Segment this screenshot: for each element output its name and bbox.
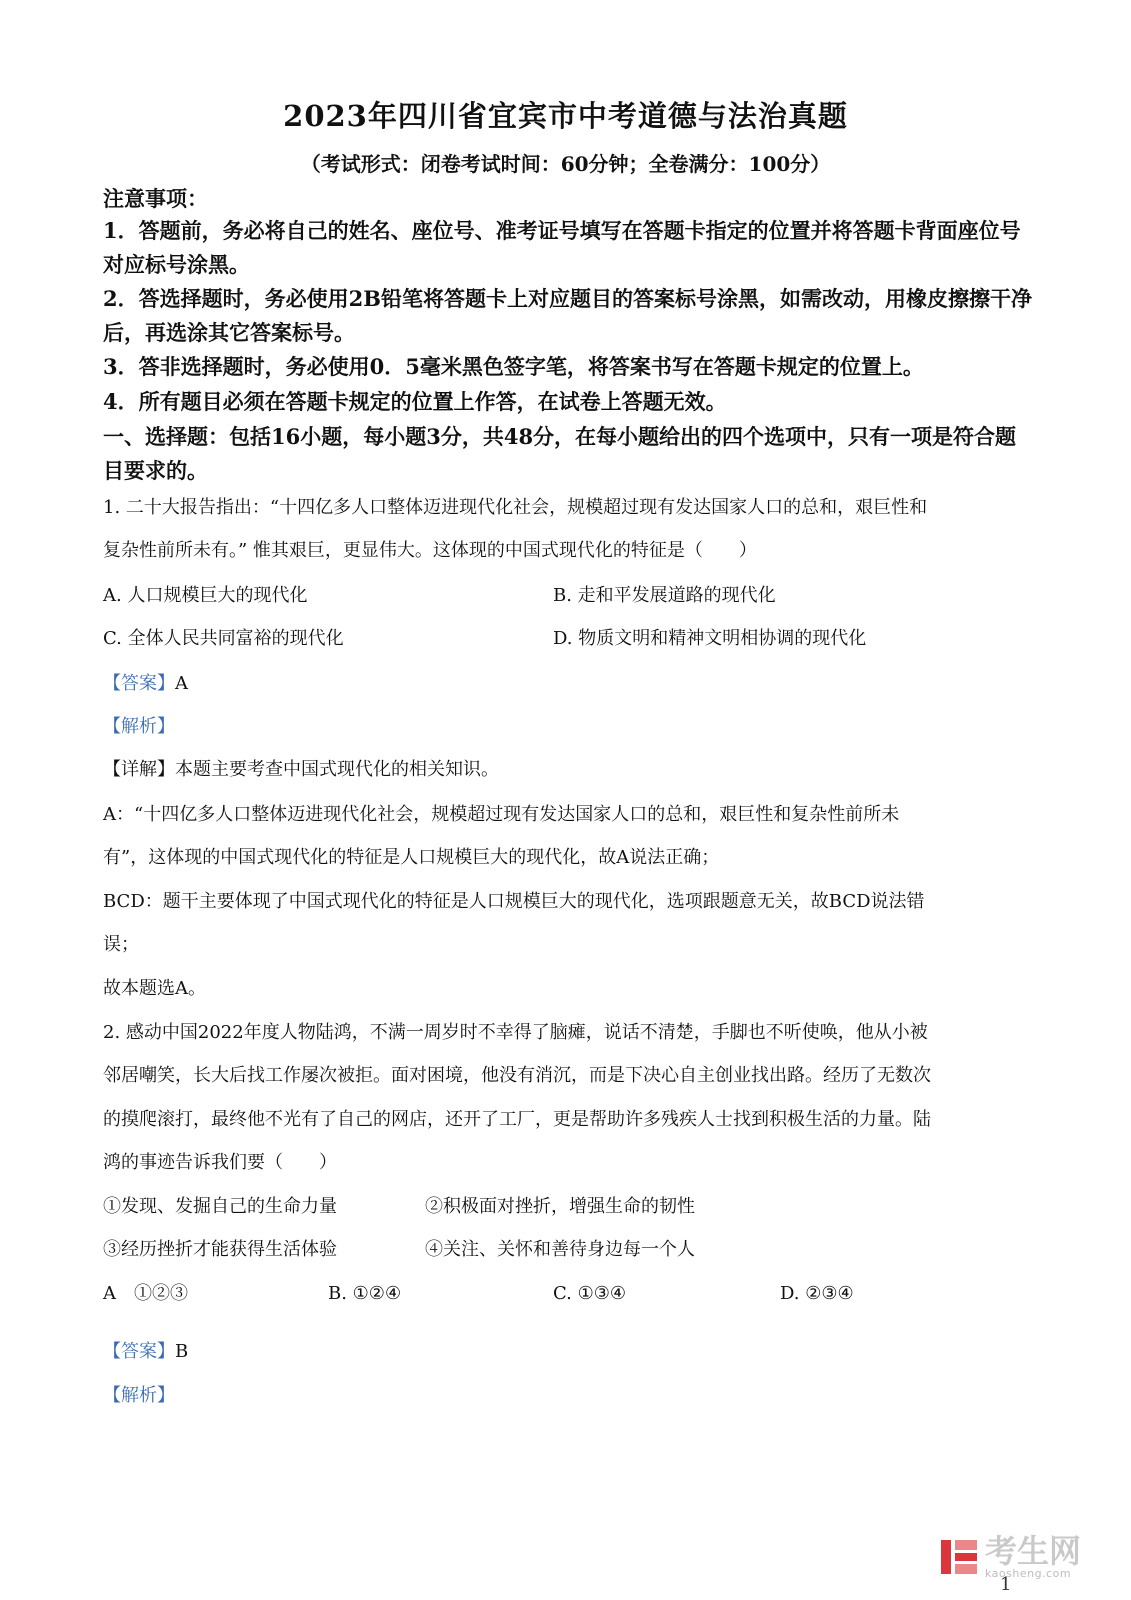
watermark-name: 考生网 xyxy=(984,1532,1081,1570)
answer-tag: 【答案】 xyxy=(103,1341,175,1362)
q1-explain-bcd-line-2: 误； xyxy=(103,934,139,955)
page-number: 1 xyxy=(1000,1574,1012,1595)
answer-value: B xyxy=(175,1341,189,1362)
page-title: 2023年四川省宜宾市中考道德与法治真题 xyxy=(283,99,848,133)
notice-heading: 注意事项： xyxy=(103,186,208,211)
q2-statement-4: ④关注、关怀和善待身边每一个人 xyxy=(425,1239,695,1260)
q1-option-b: B. 走和平发展道路的现代化 xyxy=(553,585,776,606)
q2-option-c: C. ①③④ xyxy=(553,1283,626,1304)
notice-item-1: 1．答题前，务必将自己的姓名、座位号、准考证号填写在答题卡指定的位置并将答题卡背面座位号对应标号涂黑。 xyxy=(103,218,1021,277)
q2-statement-2: ②积极面对挫折，增强生命的韧性 xyxy=(425,1196,695,1217)
detail-tag: 【详解】 xyxy=(103,759,175,780)
q2-statement-1: ①发现、发掘自己的生命力量 xyxy=(103,1196,337,1217)
q2-option-a: A ①②③ xyxy=(103,1283,188,1304)
notice-item-3: 3．答非选择题时，务必使用0．5毫米黑色签字笔，将答案书写在答题卡规定的位置上。 xyxy=(103,354,924,379)
q2-stem-line-1: 2. 感动中国2022年度人物陆鸿，不满一周岁时不幸得了脑瘫，说话不清楚，手脚也不听使唤，他从小被 xyxy=(103,1022,928,1043)
q2-stem-line-3: 的摸爬滚打，最终他不光有了自己的网店，还开了工厂，更是帮助许多残疾人士找到积极生活的力量。陆 xyxy=(103,1109,931,1130)
q1-explain-bcd-line-1: BCD：题干主要体现了中国式现代化的特征是人口规模巨大的现代化，选项跟题意无关，故BCD说法错 xyxy=(103,891,925,912)
q1-option-c: C. 全体人民共同富裕的现代化 xyxy=(103,628,344,649)
q2-stem-line-4: 鸿的事迹告诉我们要（ ） xyxy=(103,1152,337,1173)
q2-option-d: D. ②③④ xyxy=(780,1283,854,1304)
exam-info: （考试形式：闭卷考试时间：60分钟；全卷满分：100分） xyxy=(300,152,831,176)
watermark-url: kaosheng.com xyxy=(984,1567,1072,1580)
q2-statement-3: ③经历挫折才能获得生活体验 xyxy=(103,1239,337,1260)
q1-analysis-tag: 【解析】 xyxy=(103,716,175,737)
q2-answer xyxy=(103,1340,188,1364)
q1-explain-a-line-1: A：“十四亿多人口整体迈进现代化社会，规模超过现有发达国家人口的总和，艰巨性和复杂性前所未 xyxy=(103,804,900,825)
q2-analysis-tag: 【解析】 xyxy=(103,1385,175,1406)
notice-item-4: 4．所有题目必须在答题卡规定的位置上作答，在试卷上答题无效。 xyxy=(103,389,727,414)
answer-tag: 【答案】 xyxy=(103,673,175,694)
q1-detail xyxy=(103,758,499,782)
q1-stem-line-1: 1. 二十大报告指出：“十四亿多人口整体迈进现代化社会，规模超过现有发达国家人口的总和，艰巨性和 xyxy=(103,497,928,518)
detail-text: 本题主要考查中国式现代化的相关知识。 xyxy=(175,759,499,780)
q1-option-a: A. 人口规模巨大的现代化 xyxy=(103,585,308,606)
q2-stem-line-2: 邻居嘲笑，长大后找工作屡次被拒。面对困境，他没有消沉，而是下决心自主创业找出路。经历了无数次 xyxy=(103,1065,931,1086)
q1-conclusion: 故本题选A。 xyxy=(103,978,206,999)
section-heading: 一、选择题：包括16小题，每小题3分，共48分，在每小题给出的四个选项中，只有一项是符合题目要求的。 xyxy=(103,424,1017,483)
q2-option-b: B. ①②④ xyxy=(328,1283,402,1304)
kaosheng-logo-icon xyxy=(941,1538,979,1576)
q1-stem-line-2: 复杂性前所未有。” 惟其艰巨，更显伟大。这体现的中国式现代化的特征是（ ） xyxy=(103,540,757,561)
q1-option-d: D. 物质文明和精神文明相协调的现代化 xyxy=(553,628,867,649)
q1-answer xyxy=(103,672,188,696)
q1-explain-a-line-2: 有”，这体现的中国式现代化的特征是人口规模巨大的现代化，故A说法正确； xyxy=(103,847,720,868)
answer-value: A xyxy=(175,673,188,694)
notice-item-2: 2．答选择题时，务必使用2B铅笔将答题卡上对应题目的答案标号涂黑，如需改动，用橡皮擦擦干净后，再选涂其它答案标号。 xyxy=(103,286,1032,345)
